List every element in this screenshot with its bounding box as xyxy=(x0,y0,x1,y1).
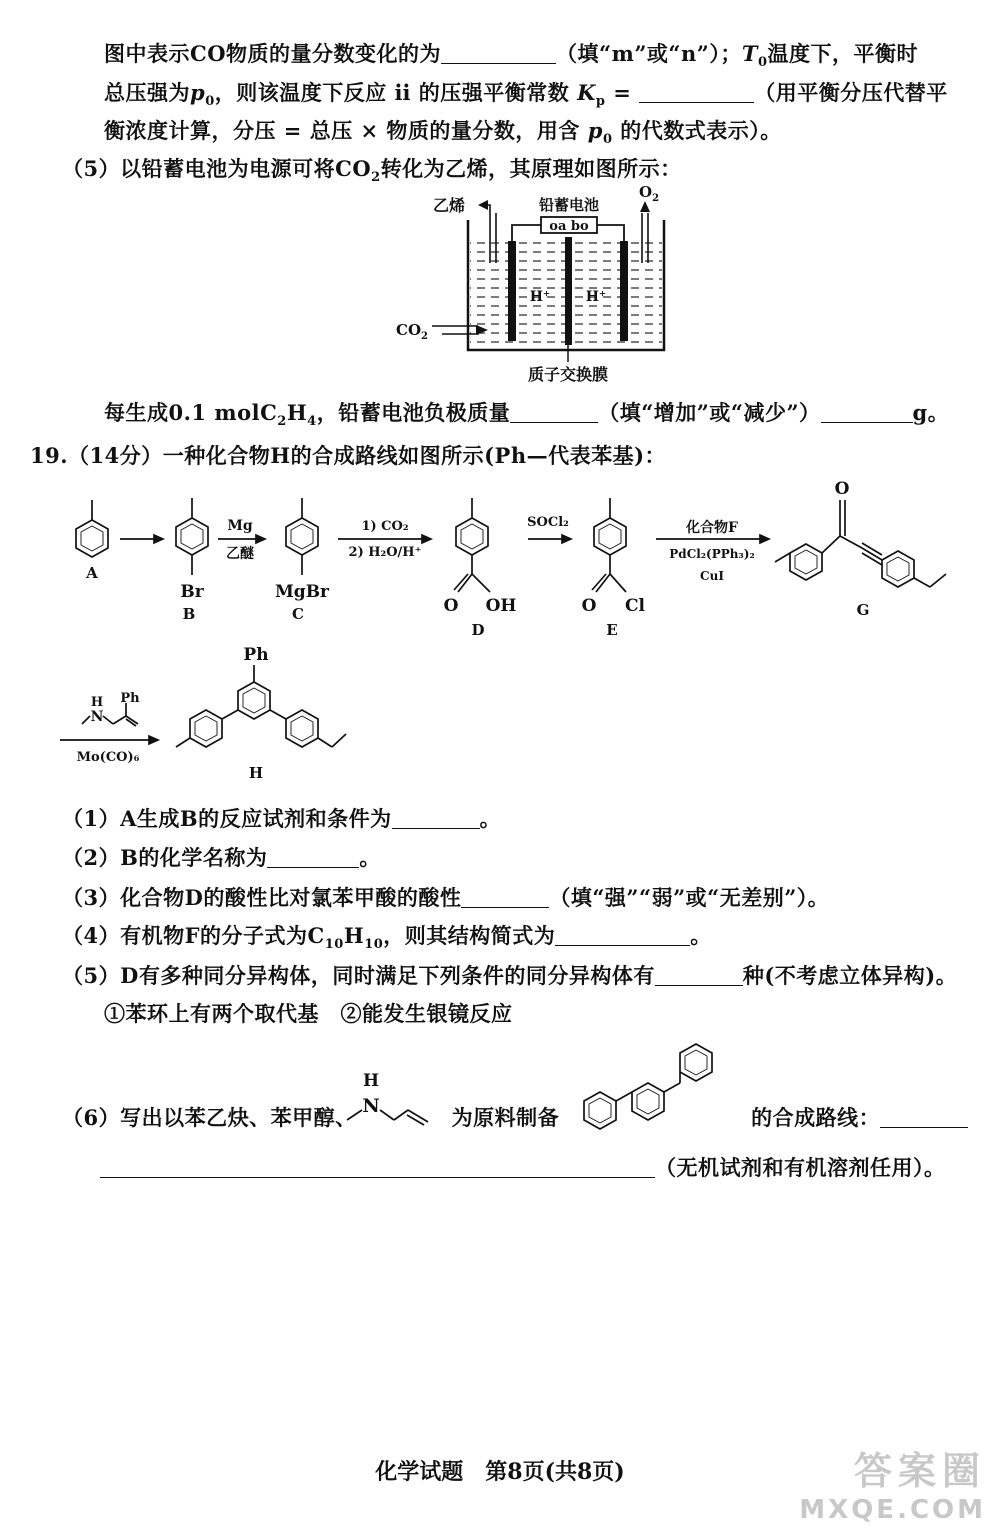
reagent-socl2: SOCl₂ xyxy=(527,515,569,530)
label-H: H xyxy=(248,764,264,782)
sub-question-6-continued xyxy=(100,1152,946,1182)
oxygen-label: $O_2$ xyxy=(639,183,660,204)
ethylene-arrow xyxy=(478,200,488,210)
question-text: （无机试剂和有机溶剂任用）。 xyxy=(655,1155,946,1180)
arrowhead-1 xyxy=(154,535,163,543)
label-C: C xyxy=(292,605,304,623)
substituent-MgBr: MgBr xyxy=(274,582,330,602)
arrowhead-2 xyxy=(256,535,265,543)
reagent-cui: CuI xyxy=(700,569,724,583)
q5-text: 每生成0.1 mol xyxy=(104,400,261,425)
watermark-url: MXQE.COM xyxy=(799,1495,986,1525)
symbol-T: T xyxy=(741,41,758,66)
formula-h: H xyxy=(286,400,308,425)
answer-blank-m-n[interactable] xyxy=(441,43,556,64)
question-text: ，则其结构简式为 xyxy=(383,923,556,948)
question-text: （2）B的化学名称为 xyxy=(62,845,268,870)
atom-OH-D: OH xyxy=(485,596,517,616)
q5-text: （填“增加”或“减少”） xyxy=(598,400,821,425)
reagent-N-atom: N xyxy=(90,709,104,725)
answer-blank-1[interactable] xyxy=(392,808,480,829)
symbol-sub: p xyxy=(595,94,606,110)
oxygen-arrow xyxy=(640,201,650,212)
arrowhead-4 xyxy=(562,535,571,543)
q4-line2 xyxy=(104,77,948,109)
formula-h: H xyxy=(343,923,365,948)
reagent-Mg: Mg xyxy=(227,518,253,534)
left-electrode xyxy=(508,241,516,341)
formula-c: C xyxy=(260,400,278,425)
sub-question-4 xyxy=(62,920,712,952)
q4-text: 总压强为 xyxy=(104,80,190,105)
q4-text: 的代数式表示）。 xyxy=(620,118,782,143)
answer-blank-5[interactable] xyxy=(655,965,743,986)
answer-blank-6b[interactable] xyxy=(100,1157,655,1178)
reagent-compound-F: 化合物F xyxy=(686,520,738,536)
symbol-p: p xyxy=(587,118,603,143)
compound-H xyxy=(176,665,346,747)
label-A: A xyxy=(86,564,98,582)
q5-text: ，铅蓄电池负极质量 xyxy=(316,400,511,425)
sub-question-5-conditions: ①苯环上有两个取代基 ②能发生银镜反应 xyxy=(104,1001,513,1026)
question-text: （1）A生成B的反应试剂和条件为 xyxy=(62,806,392,831)
substituent-Ph-H: Ph xyxy=(243,645,269,665)
equals-sign: = xyxy=(613,80,632,105)
formula-sub: 2 xyxy=(277,414,287,430)
arrowhead-6 xyxy=(149,736,158,744)
q4-text: 图中表示CO物质的量分数变化的为 xyxy=(104,41,442,66)
sub-question-5 xyxy=(62,960,957,990)
formula-co2: CO xyxy=(335,156,372,181)
answer-blank-3[interactable] xyxy=(461,887,549,908)
label-B: B xyxy=(182,605,196,623)
q4-text: ，则该温度下反应 ⅱ 的压强平衡常数 xyxy=(214,80,570,105)
q19-title: 19.（14分）一种化合物H的合成路线如图所示(Ph—代表苯基)： xyxy=(30,443,667,468)
proton-left: H⁺ xyxy=(529,289,551,305)
atom-O-E: O xyxy=(581,596,597,616)
answer-blank-change[interactable] xyxy=(510,402,598,423)
middle-membrane xyxy=(565,237,572,345)
question-text: （4）有机物F的分子式为 xyxy=(62,923,308,948)
label-G: G xyxy=(856,601,870,619)
compound-A xyxy=(76,500,108,557)
page-footer: 化学试题 第8页(共8页) xyxy=(375,1459,625,1485)
answer-blank-4[interactable] xyxy=(555,925,690,946)
reagent-H-atom: H xyxy=(90,695,104,710)
allylamine-H: H xyxy=(362,1071,380,1091)
reagent-Ph-group: Ph xyxy=(120,691,140,706)
formula-sub: 2 xyxy=(371,170,381,186)
atom-Cl-E: Cl xyxy=(625,596,645,616)
question-text: 种(不考虑立体异构)。 xyxy=(742,963,958,988)
reagent-h2o: 2) H₂O/H⁺ xyxy=(348,545,422,560)
question-text: 。 xyxy=(690,923,712,948)
atom-O-D: O xyxy=(443,596,459,616)
compound-D xyxy=(454,498,490,592)
sub-question-2 xyxy=(62,842,381,872)
compound-G xyxy=(775,500,946,587)
q4-line1 xyxy=(104,38,918,70)
question-text: 。 xyxy=(359,845,381,870)
right-electrode xyxy=(620,241,628,341)
q5-title xyxy=(62,153,682,185)
answer-blank-2[interactable] xyxy=(267,847,359,868)
symbol-p: p xyxy=(190,80,206,105)
symbol-sub: 0 xyxy=(602,132,613,148)
question-text: （3）化合物D的酸性比对氯苯甲酸的酸性 xyxy=(62,885,462,910)
q4-line3 xyxy=(104,115,782,147)
reagent-mo-co: Mo(CO)₆ xyxy=(76,750,140,765)
battery-label: 铅蓄电池 xyxy=(538,196,600,214)
allylamine-N: N xyxy=(362,1095,380,1117)
battery-terminals: oa bo xyxy=(549,219,589,234)
compound-B xyxy=(176,498,208,575)
question-text: （填“强”“弱”或“无差别”）。 xyxy=(549,885,830,910)
watermark xyxy=(799,1440,986,1525)
q5-question xyxy=(104,397,949,429)
reagent-co2: 1) CO₂ xyxy=(361,519,409,534)
reagent-pd-catalyst: PdCl₂(PPh₃)₂ xyxy=(669,547,755,561)
formula-sub: 4 xyxy=(307,414,317,430)
formula-c: C xyxy=(307,923,325,948)
synthesis-scheme xyxy=(0,470,1000,810)
question-text: 为原料制备 xyxy=(451,1105,560,1130)
co2-label: $CO_2$ xyxy=(396,321,428,342)
atom-O-G: O xyxy=(834,479,850,499)
answer-blank-grams[interactable] xyxy=(821,402,913,423)
formula-sub: 10 xyxy=(324,937,344,953)
membrane-label: 质子交换膜 xyxy=(527,365,609,384)
q5-text: （5）以铅蓄电池为电源可将 xyxy=(62,156,336,181)
ethylene-label: 乙烯 xyxy=(433,196,466,215)
symbol-sub: 0 xyxy=(205,94,215,110)
arrowhead-3 xyxy=(422,535,431,543)
compound-E xyxy=(592,498,626,592)
label-D: D xyxy=(471,621,485,639)
substituent-Br: Br xyxy=(180,582,204,602)
q5-text: g。 xyxy=(912,400,950,425)
question-text: （6）写出以苯乙炔、苯甲醇、 xyxy=(62,1105,357,1130)
formula-sub: 10 xyxy=(364,937,384,953)
symbol-K: K xyxy=(577,80,596,105)
question-text: 。 xyxy=(479,806,502,831)
q6-structures xyxy=(0,1030,1000,1160)
sub-question-3 xyxy=(62,882,829,912)
q4-text: （用平衡分压代替平 xyxy=(754,80,948,105)
symbol-sub: 0 xyxy=(757,55,768,71)
allylamine-structure xyxy=(347,1110,428,1125)
reagent-ether: 乙醚 xyxy=(226,546,254,562)
arrowhead-5 xyxy=(760,535,769,543)
q4-text: （填“m”或“n”）； xyxy=(556,41,742,66)
terphenyl-structure xyxy=(584,1044,712,1129)
q4-text: 温度下，平衡时 xyxy=(767,41,919,66)
label-E: E xyxy=(606,621,618,639)
proton-right: H⁺ xyxy=(585,289,607,305)
question-text: 的合成路线： xyxy=(751,1105,881,1130)
q5-text: 转化为乙烯，其原理如图所示： xyxy=(380,156,682,181)
answer-blank-kp[interactable] xyxy=(639,82,754,103)
q4-text: 衡浓度计算，分压 = 总压 × 物质的量分数，用含 xyxy=(104,118,580,143)
question-text: （5）D有多种同分异构体，同时满足下列条件的同分异构体有 xyxy=(62,963,655,988)
compound-C xyxy=(286,498,318,575)
sub-question-1 xyxy=(62,803,501,833)
watermark-logo-text: 答案圈 xyxy=(853,1449,986,1493)
